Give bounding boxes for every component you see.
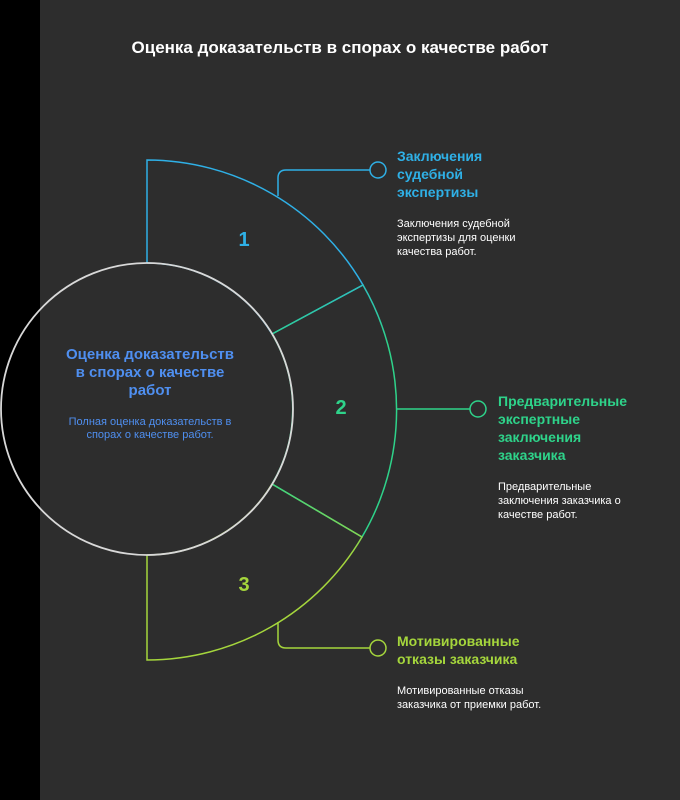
item-3 [397,632,542,712]
item-2-title: Предварительные экспертные заключения заказчика [498,393,627,463]
segment-3-number: 3 [238,574,250,596]
segment-3-outline [147,484,362,660]
segment-1-number: 1 [238,229,250,251]
inner-arc-1 [147,263,272,334]
page-title: Оценка доказательств в спорах о качестве работ [131,38,549,57]
item-1-description: Заключения судебной экспертизы для оценки качества работ. [397,218,516,258]
item-1 [397,147,527,259]
center-description: Полная оценка доказательств в спорах о качестве работ. [68,416,232,441]
item-3-title: Мотивированные отказы заказчика [397,633,520,667]
connector-3 [278,622,370,648]
segment-2-number: 2 [335,397,347,419]
center-block [60,346,240,442]
item-2 [498,392,638,522]
center-title: Оценка доказательств в спорах о качестве работ [66,346,234,399]
item-1-title: Заключения судебной экспертизы [397,148,483,200]
connector-3-dot [370,640,386,656]
item-3-description: Мотивированные отказы заказчика от приемки работ. [397,685,542,711]
item-2-description: Предварительные заключения заказчика о качестве работ. [498,481,621,521]
connector-1 [278,170,370,196]
connector-1-dot [370,162,386,178]
inner-arc-3 [147,484,272,555]
connector-2-dot [470,401,486,417]
